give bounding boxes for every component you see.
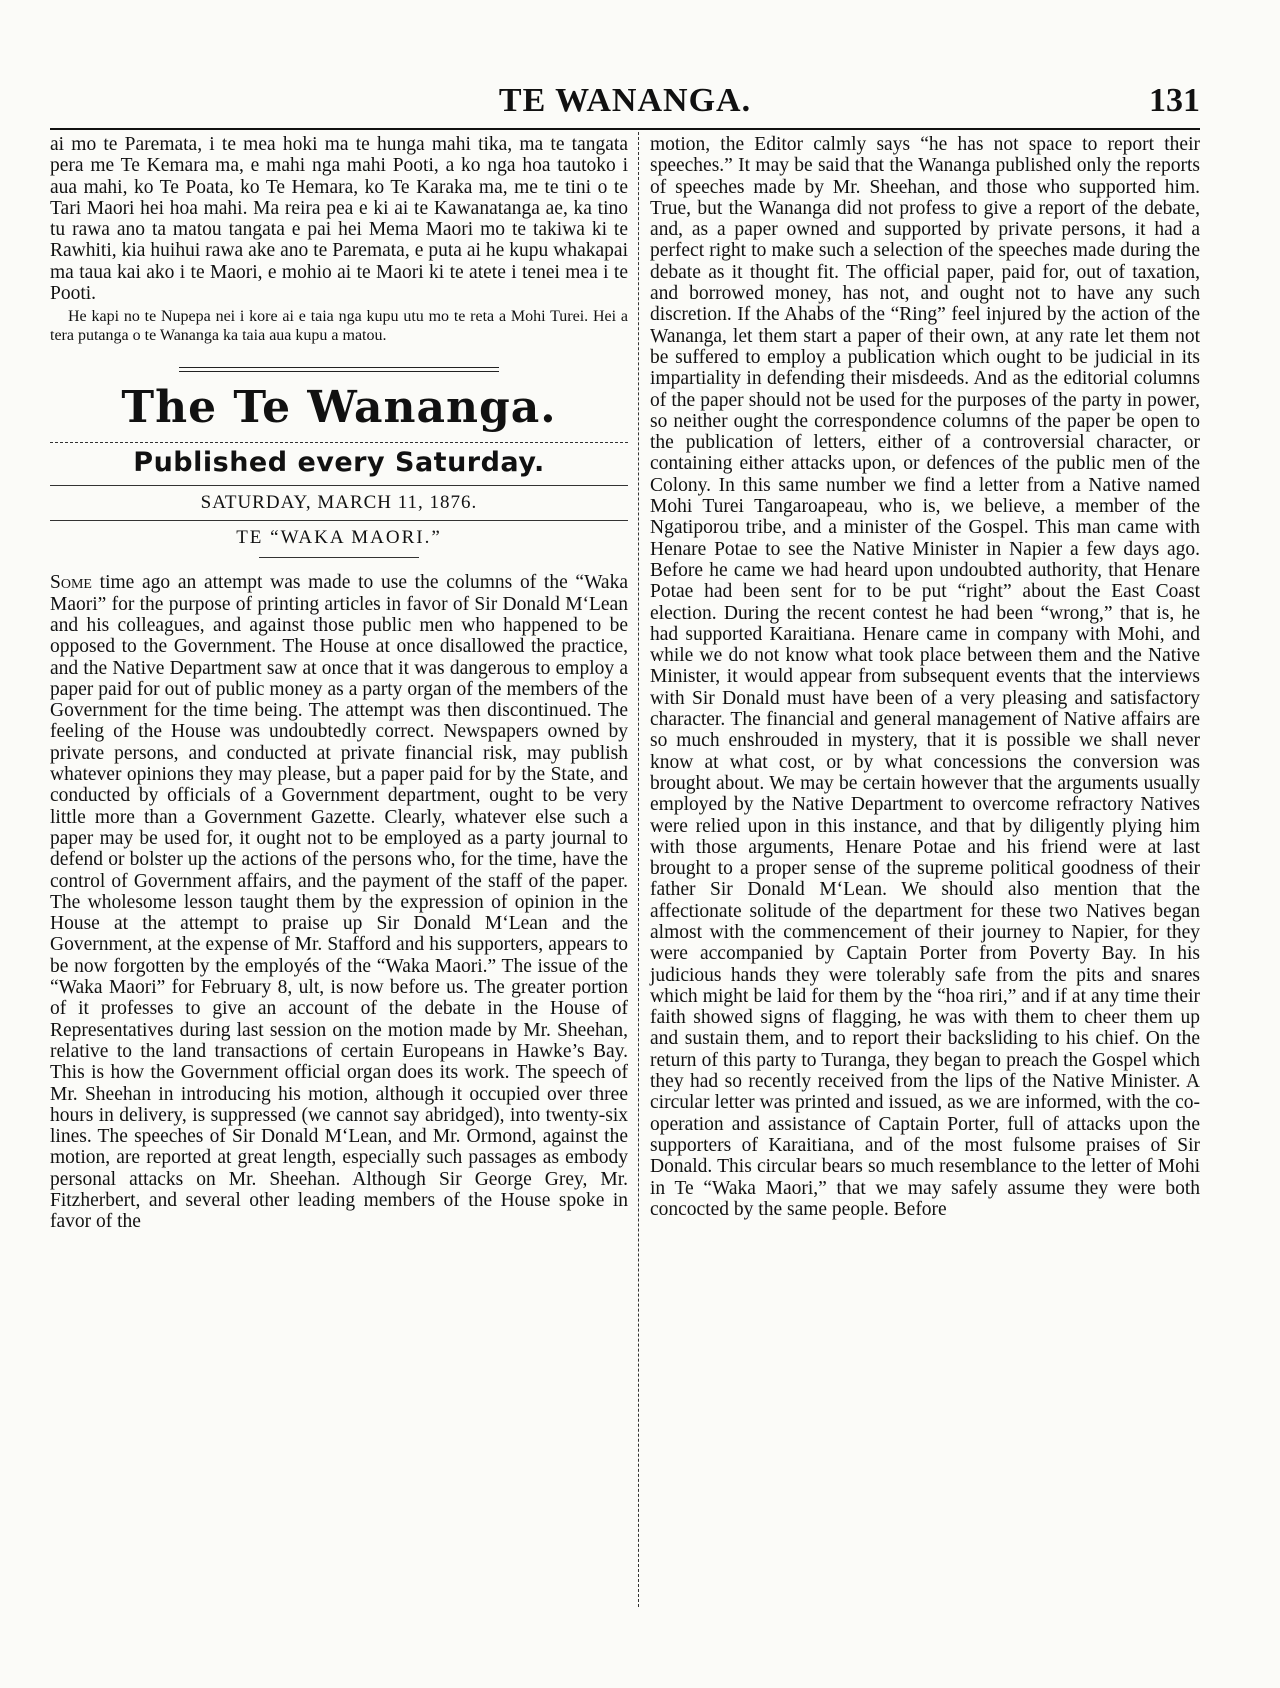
maori-paragraph: ai mo te Paremata, i te mea hoki ma te hunga mahi tika, ma te tangata pera me Te Kemara ma, e mahi nga mahi Pooti, a ko nga hoa tautoko i aua mahi, ko Te Poata, ko Te Hemara, ko Te Karaka ma, me te tini o te Tari Maori hei hoa mahi. Ma reira pea e ki ai te Kawanatanga ae, ka tino tu rawa ano ta matou tangata e pai hei Mema Maori mo te takiwa ki te Rawhiti, kia huihui rawa ake ano te Paremata, e puta ai he kupu whakapai ma taua kai ako i te Maori, e mohio ai te Maori ki te atete i tenei mea i te Pooti.	[50, 134, 628, 305]
issue-date: SATURDAY, MARCH 11, 1876.	[200, 492, 478, 514]
running-head	[50, 82, 1200, 126]
right-column	[650, 134, 1200, 1220]
running-title: TE WANANGA.	[498, 82, 752, 119]
article-first-word: Some	[50, 572, 92, 594]
article-title: TE “WAKA MAORI.”	[236, 527, 442, 549]
masthead-title: The Te Wananga.	[121, 382, 557, 434]
short-rule	[259, 557, 419, 558]
editorial-note: He kapi no te Nupepa nei i kore ai e taia nga kupu utu mo te reta a Mohi Turei. Hei a tera putanga o te Wananga ka taia aua kupu a matou.	[50, 308, 628, 344]
article-body-left	[50, 572, 628, 1232]
article-text-left: time ago an attempt was made to use the columns of the “Waka Maori” for the purpose of printing articles in favor of Sir Donald M‘Lean and his colleagues, and against those public men who happened to be opposed to the Government. The House at once disallowed the practice, and the Native Department saw at once that it was dangerous to employ a paper paid for out of public money as a party organ of the members of the Government for the time being. The attempt was then discontinued. The feeling of the House was undoubtedly correct. Newspapers owned by private persons, and conducted at private financial risk, may publish whatever opinions they may please, but a paper paid for by the State, and conducted by officials of a Government department, ought to be very little more than a Government Gazette. Clearly, whatever else such a paper may be used for, it ought not to be employed as a party journal to defend or bolster up the actions of the persons who, for the time, have the control of Government affairs, and the payment of the staff of the paper. The wholesome lesson taught them by the expression of opinion in the House at the attempt to praise up Sir Donald M‘Lean and the Government, at the expense of Mr. Stafford and his supporters, appears to be now forgotten by the employés of the “Waka Maori.” The issue of the “Waka Maori” for February 8, ult, is now before us. The greater portion of it professes to give an account of the debate in the House of Representatives during last session on the motion made by Mr. Sheehan, relative to the land transactions of certain Europeans in Hawke’s Bay. This is how the Government official organ does its work. The speech of Mr. Sheehan in introducing his motion, although it occupied over three hours in delivery, is suppressed (we cannot say abridged), into twenty-six lines. The speeches of Sir Donald M‘Lean, and Mr. Ormond, against the motion, are reported at great length, especially such passages as embody personal attacks on Mr. Sheehan. Although Sir George Grey, Mr. Fitzherbert, and several other leading members of the House spoke in favor of the	[50, 572, 628, 1233]
header-rule	[50, 128, 1200, 130]
dotted-rule	[50, 442, 628, 443]
rule	[50, 485, 628, 486]
article-body-right: motion, the Editor calmly says “he has not space to report their speeches.” It may be said that the Wananga published only the reports of speeches made by Mr. Sheehan, and those who supported him. True, but the Wananga did not profess to give a report of the debate, and, as a paper owned and supported by private persons, it had a perfect right to make such a selection of the speeches made during the debate as it thought fit. The official paper, paid for, out of taxation, and borrowed money, has not, and ought not to have any such discretion. If the Ahabs of the “Ring” feel injured by the action of the Wananga, let them start a paper of their own, at any rate let them not be suffered to employ a publication which ought to be judicial in its impartiality in defending their misdeeds. And as the editorial columns of the paper should not be used for the purposes of the party in power, so neither ought the correspondence columns of the paper be open to the publication of letters, either of a controversial character, or containing either attacks upon, or defences of the public men of the Colony. In this same number we find a letter from a Native named Mohi Turei Tangaroapeau, who is, we believe, a member of the Ngatiporou tribe, and a minister of the Gospel. This man came with Henare Potae to see the Native Minister in Napier a few days ago. Before he came we had heard upon undoubted authority, that Henare Potae had been sent for to be put “right” about the East Coast election. During the recent contest he had been “wrong,” that is, he had supported Karaitiana. Henare came in company with Mohi, and while we do not know what took place between them and the Native Minister, it would appear from subsequent events that the interviews with Sir Donald must have been of a very pleasing and satisfactory character. The financial and general management of Native affairs are so much enshrouded in mystery, that it is possible we shall never know at what cost, or by what concessions the conversion was brought about. We may be certain however that the arguments usually employed by the Native Department to overcome refractory Natives were relied upon in this instance, and that by diligently plying him with those arguments, Henare Potae and his friend were at last brought to a proper sense of the supreme political goodness of their father Sir Donald M‘Lean. We should also mention that the affectionate solitude of the department for these two Natives began almost with the commencement of their journey to Napier, for they were accompanied by Captain Porter from Poverty Bay. In his judicious hands they were tolerably safe from the pits and snares which might be laid for them by the “hoa riri,” and if at any time their faith showed signs of flagging, he was with them to cheer them up and sustain them, and to report their backsliding to his chief. On the return of this party to Turanga, they began to preach the Gospel which they had so recently received from the lips of the Native Minister. A circular letter was printed and issued, as we are informed, with the co-operation and assistance of Captain Porter, full of attacks upon the supporters of Karaitiana, and of the most fulsome praises of Sir Donald. This circular bears so much resemblance to the letter of Mohi in Te “Waka Maori,” that we may safely assume they were both concocted by the same people. Before	[650, 134, 1200, 1220]
double-rule	[179, 367, 499, 372]
page-number: 131	[1149, 82, 1200, 119]
rule	[50, 520, 628, 521]
published-line: Published every Saturday.	[133, 447, 545, 479]
left-column	[50, 134, 628, 1233]
column-divider	[638, 132, 639, 1607]
